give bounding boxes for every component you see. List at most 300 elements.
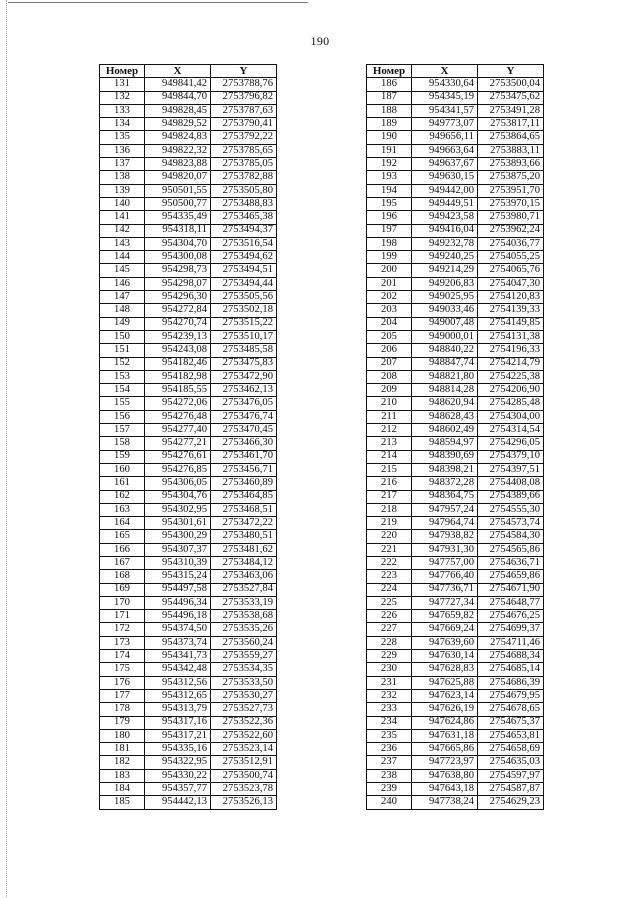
x-coordinate-cell: 954306,05 bbox=[145, 477, 211, 490]
x-coordinate-cell: 954341,73 bbox=[145, 650, 211, 663]
x-coordinate-cell: 954239,13 bbox=[145, 330, 211, 343]
table-row bbox=[100, 756, 277, 769]
point-number-cell: 212 bbox=[367, 424, 412, 437]
y-coordinate-cell: 2753480,51 bbox=[211, 530, 277, 543]
table-row bbox=[100, 370, 277, 383]
x-coordinate-cell: 947623,14 bbox=[412, 689, 478, 702]
y-coordinate-cell: 2754296,05 bbox=[478, 437, 544, 450]
point-number-cell: 179 bbox=[100, 716, 145, 729]
table-row bbox=[367, 663, 544, 676]
table-row bbox=[367, 104, 544, 117]
point-number-cell: 190 bbox=[367, 131, 412, 144]
table-row bbox=[100, 251, 277, 264]
table-row bbox=[367, 304, 544, 317]
y-coordinate-cell: 2753782,88 bbox=[211, 171, 277, 184]
x-coordinate-cell: 954496,18 bbox=[145, 610, 211, 623]
y-coordinate-cell: 2753488,83 bbox=[211, 197, 277, 210]
table-row bbox=[367, 357, 544, 370]
y-coordinate-cell: 2753476,74 bbox=[211, 410, 277, 423]
x-coordinate-cell: 947638,80 bbox=[412, 769, 478, 782]
table-row bbox=[367, 344, 544, 357]
table-row bbox=[367, 477, 544, 490]
x-coordinate-cell: 950500,77 bbox=[145, 197, 211, 210]
x-coordinate-cell: 954497,58 bbox=[145, 583, 211, 596]
point-number-cell: 210 bbox=[367, 397, 412, 410]
x-coordinate-cell: 954301,61 bbox=[145, 517, 211, 530]
y-coordinate-cell: 2753523,78 bbox=[211, 783, 277, 796]
table-row bbox=[367, 78, 544, 91]
point-number-cell: 199 bbox=[367, 251, 412, 264]
table-row bbox=[367, 450, 544, 463]
point-number-cell: 188 bbox=[367, 104, 412, 117]
point-number-cell: 186 bbox=[367, 78, 412, 91]
point-number-cell: 155 bbox=[100, 397, 145, 410]
table-row bbox=[367, 769, 544, 782]
x-coordinate-cell: 948364,75 bbox=[412, 490, 478, 503]
table-row bbox=[367, 424, 544, 437]
x-coordinate-cell: 949240,25 bbox=[412, 251, 478, 264]
table-row bbox=[367, 131, 544, 144]
header-number: Номер bbox=[367, 65, 412, 78]
table-row bbox=[367, 463, 544, 476]
x-coordinate-cell: 948594,97 bbox=[412, 437, 478, 450]
point-number-cell: 206 bbox=[367, 344, 412, 357]
table-row bbox=[100, 344, 277, 357]
x-coordinate-cell: 949442,00 bbox=[412, 184, 478, 197]
y-coordinate-cell: 2754635,03 bbox=[478, 756, 544, 769]
point-number-cell: 163 bbox=[100, 503, 145, 516]
x-coordinate-cell: 950501,55 bbox=[145, 184, 211, 197]
table-row bbox=[100, 450, 277, 463]
table-row bbox=[100, 357, 277, 370]
x-coordinate-cell: 954277,21 bbox=[145, 437, 211, 450]
point-number-cell: 223 bbox=[367, 570, 412, 583]
x-coordinate-cell: 949423,58 bbox=[412, 211, 478, 224]
point-number-cell: 167 bbox=[100, 556, 145, 569]
y-coordinate-cell: 2753494,62 bbox=[211, 251, 277, 264]
point-number-cell: 171 bbox=[100, 610, 145, 623]
table-row bbox=[367, 517, 544, 530]
x-coordinate-cell: 954298,73 bbox=[145, 264, 211, 277]
point-number-cell: 196 bbox=[367, 211, 412, 224]
x-coordinate-cell: 949820,07 bbox=[145, 171, 211, 184]
table-row bbox=[100, 729, 277, 742]
y-coordinate-cell: 2753472,90 bbox=[211, 370, 277, 383]
x-coordinate-cell: 947639,60 bbox=[412, 636, 478, 649]
table-row bbox=[367, 530, 544, 543]
y-coordinate-cell: 2754573,74 bbox=[478, 517, 544, 530]
table-row bbox=[367, 543, 544, 556]
point-number-cell: 174 bbox=[100, 650, 145, 663]
y-coordinate-cell: 2754688,34 bbox=[478, 650, 544, 663]
y-coordinate-cell: 2754214,79 bbox=[478, 357, 544, 370]
y-coordinate-cell: 2753527,84 bbox=[211, 583, 277, 596]
x-coordinate-cell: 947628,83 bbox=[412, 663, 478, 676]
point-number-cell: 144 bbox=[100, 251, 145, 264]
table-row bbox=[100, 783, 277, 796]
x-coordinate-cell: 954304,76 bbox=[145, 490, 211, 503]
point-number-cell: 200 bbox=[367, 264, 412, 277]
y-coordinate-cell: 2753465,38 bbox=[211, 211, 277, 224]
point-number-cell: 141 bbox=[100, 211, 145, 224]
point-number-cell: 152 bbox=[100, 357, 145, 370]
point-number-cell: 216 bbox=[367, 477, 412, 490]
x-coordinate-cell: 947659,82 bbox=[412, 610, 478, 623]
x-coordinate-cell: 954357,77 bbox=[145, 783, 211, 796]
x-coordinate-cell: 947624,86 bbox=[412, 716, 478, 729]
y-coordinate-cell: 2754629,23 bbox=[478, 796, 544, 809]
point-number-cell: 147 bbox=[100, 291, 145, 304]
point-number-cell: 220 bbox=[367, 530, 412, 543]
table-row bbox=[367, 623, 544, 636]
x-coordinate-cell: 954277,40 bbox=[145, 424, 211, 437]
y-coordinate-cell: 2753512,91 bbox=[211, 756, 277, 769]
point-number-cell: 143 bbox=[100, 237, 145, 250]
y-coordinate-cell: 2753530,27 bbox=[211, 689, 277, 702]
x-coordinate-cell: 949844,70 bbox=[145, 91, 211, 104]
point-number-cell: 151 bbox=[100, 344, 145, 357]
y-coordinate-cell: 2754206,90 bbox=[478, 384, 544, 397]
table-row bbox=[367, 144, 544, 157]
x-coordinate-cell: 949663,64 bbox=[412, 144, 478, 157]
point-number-cell: 235 bbox=[367, 729, 412, 742]
table-row bbox=[367, 610, 544, 623]
x-coordinate-cell: 954272,06 bbox=[145, 397, 211, 410]
table-header-row bbox=[367, 65, 544, 78]
table-row bbox=[100, 237, 277, 250]
y-coordinate-cell: 2754389,66 bbox=[478, 490, 544, 503]
y-coordinate-cell: 2753500,04 bbox=[478, 78, 544, 91]
table-row bbox=[100, 211, 277, 224]
y-coordinate-cell: 2754648,77 bbox=[478, 596, 544, 609]
y-coordinate-cell: 2753505,56 bbox=[211, 291, 277, 304]
x-coordinate-cell: 954307,37 bbox=[145, 543, 211, 556]
y-coordinate-cell: 2753481,62 bbox=[211, 543, 277, 556]
table-row bbox=[367, 556, 544, 569]
y-coordinate-cell: 2754285,48 bbox=[478, 397, 544, 410]
x-coordinate-cell: 949823,88 bbox=[145, 158, 211, 171]
x-coordinate-cell: 954342,48 bbox=[145, 663, 211, 676]
y-coordinate-cell: 2754584,30 bbox=[478, 530, 544, 543]
x-coordinate-cell: 954296,30 bbox=[145, 291, 211, 304]
point-number-cell: 154 bbox=[100, 384, 145, 397]
point-number-cell: 159 bbox=[100, 450, 145, 463]
x-coordinate-cell: 948620,94 bbox=[412, 397, 478, 410]
x-coordinate-cell: 948821,80 bbox=[412, 370, 478, 383]
x-coordinate-cell: 947631,18 bbox=[412, 729, 478, 742]
y-coordinate-cell: 2753515,22 bbox=[211, 317, 277, 330]
point-number-cell: 176 bbox=[100, 676, 145, 689]
point-number-cell: 197 bbox=[367, 224, 412, 237]
table-row bbox=[100, 277, 277, 290]
point-number-cell: 221 bbox=[367, 543, 412, 556]
point-number-cell: 239 bbox=[367, 783, 412, 796]
x-coordinate-cell: 954182,98 bbox=[145, 370, 211, 383]
y-coordinate-cell: 2754711,46 bbox=[478, 636, 544, 649]
point-number-cell: 209 bbox=[367, 384, 412, 397]
y-coordinate-cell: 2753475,83 bbox=[211, 357, 277, 370]
x-coordinate-cell: 949828,45 bbox=[145, 104, 211, 117]
y-coordinate-cell: 2754675,37 bbox=[478, 716, 544, 729]
table-row bbox=[367, 703, 544, 716]
point-number-cell: 192 bbox=[367, 158, 412, 171]
x-coordinate-cell: 949033,46 bbox=[412, 304, 478, 317]
point-number-cell: 202 bbox=[367, 291, 412, 304]
x-coordinate-cell: 954315,24 bbox=[145, 570, 211, 583]
point-number-cell: 182 bbox=[100, 756, 145, 769]
point-number-cell: 146 bbox=[100, 277, 145, 290]
table-row bbox=[100, 104, 277, 117]
y-coordinate-cell: 2754225,38 bbox=[478, 370, 544, 383]
y-coordinate-cell: 2753522,60 bbox=[211, 729, 277, 742]
point-number-cell: 201 bbox=[367, 277, 412, 290]
point-number-cell: 217 bbox=[367, 490, 412, 503]
point-number-cell: 233 bbox=[367, 703, 412, 716]
y-coordinate-cell: 2754304,00 bbox=[478, 410, 544, 423]
table-row bbox=[367, 317, 544, 330]
point-number-cell: 213 bbox=[367, 437, 412, 450]
table-row bbox=[100, 91, 277, 104]
point-number-cell: 187 bbox=[367, 91, 412, 104]
y-coordinate-cell: 2753523,14 bbox=[211, 743, 277, 756]
table-row bbox=[367, 291, 544, 304]
x-coordinate-cell: 954496,34 bbox=[145, 596, 211, 609]
point-number-cell: 158 bbox=[100, 437, 145, 450]
point-number-cell: 173 bbox=[100, 636, 145, 649]
y-coordinate-cell: 2754658,69 bbox=[478, 743, 544, 756]
left-margin-line bbox=[6, 0, 7, 898]
table-row bbox=[367, 583, 544, 596]
x-coordinate-cell: 954335,16 bbox=[145, 743, 211, 756]
y-coordinate-cell: 2753792,22 bbox=[211, 131, 277, 144]
point-number-cell: 224 bbox=[367, 583, 412, 596]
y-coordinate-cell: 2753461,70 bbox=[211, 450, 277, 463]
x-coordinate-cell: 949841,42 bbox=[145, 78, 211, 91]
point-number-cell: 160 bbox=[100, 463, 145, 476]
x-coordinate-cell: 954374,50 bbox=[145, 623, 211, 636]
x-coordinate-cell: 954185,55 bbox=[145, 384, 211, 397]
point-number-cell: 207 bbox=[367, 357, 412, 370]
table-row bbox=[367, 118, 544, 131]
point-number-cell: 156 bbox=[100, 410, 145, 423]
point-number-cell: 183 bbox=[100, 769, 145, 782]
x-coordinate-cell: 947669,24 bbox=[412, 623, 478, 636]
y-coordinate-cell: 2753475,62 bbox=[478, 91, 544, 104]
table-row bbox=[100, 477, 277, 490]
table-row bbox=[367, 384, 544, 397]
y-coordinate-cell: 2754686,39 bbox=[478, 676, 544, 689]
y-coordinate-cell: 2754636,71 bbox=[478, 556, 544, 569]
x-coordinate-cell: 954276,48 bbox=[145, 410, 211, 423]
header-x: X bbox=[412, 65, 478, 78]
point-number-cell: 168 bbox=[100, 570, 145, 583]
table-row bbox=[367, 397, 544, 410]
table-header-row bbox=[100, 65, 277, 78]
x-coordinate-cell: 954341,57 bbox=[412, 104, 478, 117]
y-coordinate-cell: 2753527,73 bbox=[211, 703, 277, 716]
point-number-cell: 137 bbox=[100, 158, 145, 171]
y-coordinate-cell: 2753526,13 bbox=[211, 796, 277, 809]
point-number-cell: 169 bbox=[100, 583, 145, 596]
x-coordinate-cell: 954302,95 bbox=[145, 503, 211, 516]
x-coordinate-cell: 949656,11 bbox=[412, 131, 478, 144]
y-coordinate-cell: 2753883,11 bbox=[478, 144, 544, 157]
x-coordinate-cell: 947766,40 bbox=[412, 570, 478, 583]
table-row bbox=[100, 184, 277, 197]
x-coordinate-cell: 954276,85 bbox=[145, 463, 211, 476]
point-number-cell: 234 bbox=[367, 716, 412, 729]
point-number-cell: 131 bbox=[100, 78, 145, 91]
y-coordinate-cell: 2753510,17 bbox=[211, 330, 277, 343]
y-coordinate-cell: 2753970,15 bbox=[478, 197, 544, 210]
x-coordinate-cell: 954345,19 bbox=[412, 91, 478, 104]
table-row bbox=[367, 756, 544, 769]
y-coordinate-cell: 2753980,71 bbox=[478, 211, 544, 224]
point-number-cell: 228 bbox=[367, 636, 412, 649]
x-coordinate-cell: 947738,24 bbox=[412, 796, 478, 809]
table-row bbox=[367, 783, 544, 796]
point-number-cell: 203 bbox=[367, 304, 412, 317]
table-row bbox=[100, 131, 277, 144]
point-number-cell: 181 bbox=[100, 743, 145, 756]
x-coordinate-cell: 947665,86 bbox=[412, 743, 478, 756]
y-coordinate-cell: 2754678,65 bbox=[478, 703, 544, 716]
table-row bbox=[367, 636, 544, 649]
page-number: 190 bbox=[310, 34, 330, 48]
point-number-cell: 170 bbox=[100, 596, 145, 609]
x-coordinate-cell: 954335,49 bbox=[145, 211, 211, 224]
table-row bbox=[100, 304, 277, 317]
x-coordinate-cell: 954373,74 bbox=[145, 636, 211, 649]
table-row bbox=[100, 317, 277, 330]
y-coordinate-cell: 2754397,51 bbox=[478, 463, 544, 476]
point-number-cell: 184 bbox=[100, 783, 145, 796]
table-row bbox=[100, 197, 277, 210]
table-row bbox=[100, 743, 277, 756]
header-x: X bbox=[145, 65, 211, 78]
point-number-cell: 198 bbox=[367, 237, 412, 250]
point-number-cell: 139 bbox=[100, 184, 145, 197]
x-coordinate-cell: 949822,32 bbox=[145, 144, 211, 157]
x-coordinate-cell: 954272,84 bbox=[145, 304, 211, 317]
table-row bbox=[100, 397, 277, 410]
y-coordinate-cell: 2754676,25 bbox=[478, 610, 544, 623]
y-coordinate-cell: 2753494,37 bbox=[211, 224, 277, 237]
y-coordinate-cell: 2753466,30 bbox=[211, 437, 277, 450]
y-coordinate-cell: 2753494,44 bbox=[211, 277, 277, 290]
x-coordinate-cell: 954182,46 bbox=[145, 357, 211, 370]
x-coordinate-cell: 948390,69 bbox=[412, 450, 478, 463]
y-coordinate-cell: 2753796,82 bbox=[211, 91, 277, 104]
point-number-cell: 180 bbox=[100, 729, 145, 742]
table-row bbox=[100, 530, 277, 543]
point-number-cell: 194 bbox=[367, 184, 412, 197]
point-number-cell: 227 bbox=[367, 623, 412, 636]
table-row bbox=[100, 703, 277, 716]
x-coordinate-cell: 949416,04 bbox=[412, 224, 478, 237]
y-coordinate-cell: 2754597,97 bbox=[478, 769, 544, 782]
y-coordinate-cell: 2753533,19 bbox=[211, 596, 277, 609]
x-coordinate-cell: 954330,22 bbox=[145, 769, 211, 782]
x-coordinate-cell: 954304,70 bbox=[145, 237, 211, 250]
y-coordinate-cell: 2754565,86 bbox=[478, 543, 544, 556]
x-coordinate-cell: 954317,16 bbox=[145, 716, 211, 729]
table-row bbox=[100, 144, 277, 157]
x-coordinate-cell: 954312,65 bbox=[145, 689, 211, 702]
point-number-cell: 148 bbox=[100, 304, 145, 317]
table-row bbox=[100, 437, 277, 450]
x-coordinate-cell: 948847,74 bbox=[412, 357, 478, 370]
header-y: Y bbox=[211, 65, 277, 78]
x-coordinate-cell: 949630,15 bbox=[412, 171, 478, 184]
y-coordinate-cell: 2753462,13 bbox=[211, 384, 277, 397]
x-coordinate-cell: 954300,29 bbox=[145, 530, 211, 543]
coordinates-table-left bbox=[99, 64, 277, 810]
y-coordinate-cell: 2754120,83 bbox=[478, 291, 544, 304]
x-coordinate-cell: 949007,48 bbox=[412, 317, 478, 330]
point-number-cell: 140 bbox=[100, 197, 145, 210]
table-row bbox=[367, 171, 544, 184]
table-row bbox=[367, 410, 544, 423]
y-coordinate-cell: 2753500,74 bbox=[211, 769, 277, 782]
y-coordinate-cell: 2753470,45 bbox=[211, 424, 277, 437]
y-coordinate-cell: 2754065,76 bbox=[478, 264, 544, 277]
y-coordinate-cell: 2753790,41 bbox=[211, 118, 277, 131]
x-coordinate-cell: 954310,39 bbox=[145, 556, 211, 569]
y-coordinate-cell: 2753484,12 bbox=[211, 556, 277, 569]
table-row bbox=[100, 676, 277, 689]
table-row bbox=[367, 158, 544, 171]
x-coordinate-cell: 949637,67 bbox=[412, 158, 478, 171]
table-row bbox=[100, 636, 277, 649]
x-coordinate-cell: 947931,30 bbox=[412, 543, 478, 556]
y-coordinate-cell: 2753472,22 bbox=[211, 517, 277, 530]
table-row bbox=[100, 769, 277, 782]
y-coordinate-cell: 2754671,90 bbox=[478, 583, 544, 596]
header-y: Y bbox=[478, 65, 544, 78]
x-coordinate-cell: 954317,21 bbox=[145, 729, 211, 742]
x-coordinate-cell: 947727,34 bbox=[412, 596, 478, 609]
table-row bbox=[367, 330, 544, 343]
y-coordinate-cell: 2753505,80 bbox=[211, 184, 277, 197]
table-row bbox=[100, 410, 277, 423]
table-row bbox=[367, 729, 544, 742]
point-number-cell: 229 bbox=[367, 650, 412, 663]
point-number-cell: 166 bbox=[100, 543, 145, 556]
x-coordinate-cell: 947630,14 bbox=[412, 650, 478, 663]
point-number-cell: 208 bbox=[367, 370, 412, 383]
y-coordinate-cell: 2754699,37 bbox=[478, 623, 544, 636]
table-row bbox=[367, 370, 544, 383]
x-coordinate-cell: 948602,49 bbox=[412, 424, 478, 437]
table-row bbox=[367, 796, 544, 809]
table-row bbox=[100, 463, 277, 476]
table-row bbox=[100, 503, 277, 516]
point-number-cell: 189 bbox=[367, 118, 412, 131]
table-row bbox=[100, 264, 277, 277]
x-coordinate-cell: 947736,71 bbox=[412, 583, 478, 596]
y-coordinate-cell: 2754408,08 bbox=[478, 477, 544, 490]
x-coordinate-cell: 954270,74 bbox=[145, 317, 211, 330]
point-number-cell: 150 bbox=[100, 330, 145, 343]
point-number-cell: 191 bbox=[367, 144, 412, 157]
table-row bbox=[367, 743, 544, 756]
y-coordinate-cell: 2753538,68 bbox=[211, 610, 277, 623]
point-number-cell: 136 bbox=[100, 144, 145, 157]
table-row bbox=[100, 171, 277, 184]
y-coordinate-cell: 2753893,66 bbox=[478, 158, 544, 171]
table-row bbox=[367, 224, 544, 237]
